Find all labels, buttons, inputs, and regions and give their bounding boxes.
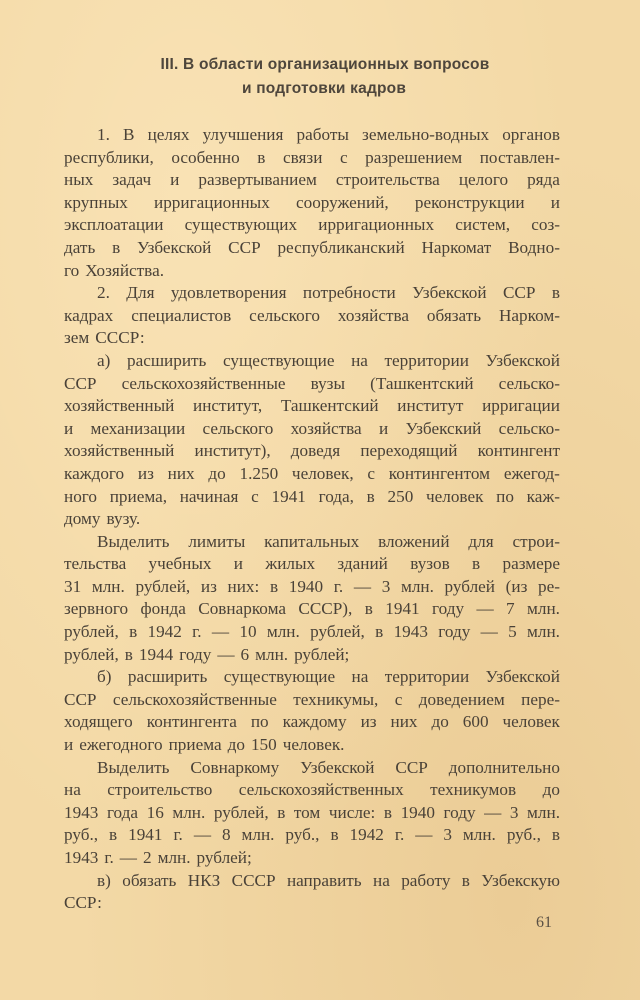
text-line: зем СССР: (64, 328, 145, 348)
text-line: в) обязать НКЗ СССР направить на работу в Узбекскую (97, 870, 560, 890)
text-line: тельства учебных и жилых зданий вузов в размере (64, 554, 560, 574)
text-line: крупных ирригационных сооружений, реконструкции и (64, 192, 560, 212)
text-line: го Хозяйства. (64, 260, 164, 280)
text-line: зервного фонда Совнаркома СССР), в 1941 году — 7 млн. (64, 599, 560, 619)
body-text (64, 124, 560, 915)
text-line: хозяйственный институт), доведя переходящий контингент (64, 441, 560, 461)
text-line: Выделить Совнаркому Узбекской ССР дополнительно (97, 757, 560, 777)
text-line: ССР: (64, 893, 102, 913)
section-heading-line-2: и подготовки кадров (241, 80, 407, 97)
text-line: республики, особенно в связи с разрешением поставлен- (64, 147, 560, 167)
text-line: ССР сельскохозяйственные техникумы, с доведением пере- (64, 689, 560, 709)
text-line: на строительство сельскохозяйственных техникумов до (64, 780, 560, 800)
text-line: ного приема, начиная с 1941 года, в 250 человек по каж- (64, 486, 560, 506)
text-line: руб., в 1941 г. — 8 млн. руб., в 1942 г. — 3 млн. руб., в (64, 825, 560, 845)
text-line: ССР сельскохозяйственные вузы (Ташкентский сельско- (64, 373, 560, 393)
text-line: 31 млн. рублей, из них: в 1940 г. — 3 млн. рублей (из ре- (64, 576, 560, 596)
text-line: и ежегодного приема до 150 человек. (64, 735, 345, 755)
text-line: кадрах специалистов сельского хозяйства обязать Нарком- (64, 305, 560, 325)
text-line: и механизации сельского хозяйства и Узбекский сельско- (64, 418, 560, 438)
text-line: 1943 г. — 2 млн. рублей; (64, 848, 252, 867)
text-line: дому вузу. (64, 509, 141, 529)
text-line: рублей, в 1942 г. — 10 млн. рублей, в 1943 году — 5 млн. (64, 622, 560, 642)
text-line: 1943 года 16 млн. рублей, в том числе: в 1940 году — 3 млн. (64, 802, 560, 822)
text-line: ходящего контингента по каждому из них до 600 человек (64, 712, 560, 732)
text-line: ных задач и развертыванием строительства целого ряда (64, 170, 560, 190)
text-line: хозяйственный институт, Ташкентский институт ирригации (64, 396, 560, 416)
text-line: 1. В целях улучшения работы земельно-водных органов (97, 125, 560, 144)
text-line: каждого из них до 1.250 человек, с контингентом ежегод- (64, 463, 560, 483)
page-number: 61 (536, 914, 552, 931)
text-line: 2. Для удовлетворения потребности Узбекской ССР в (97, 283, 560, 303)
text-line: эксплоатации существующих ирригационных систем, соз- (64, 215, 560, 235)
text-line: дать в Узбекской ССР республиканский Наркомат Водно- (64, 237, 560, 257)
text-line: рублей, в 1944 году — 6 млн. рублей; (64, 644, 350, 664)
section-heading (0, 53, 640, 101)
text-line: б) расширить существующие на территории Узбекской (97, 667, 560, 687)
section-heading-line-1: III. В области организационных вопросов (160, 56, 490, 73)
text-line: а) расширить существующие на территории Узбекской (97, 350, 560, 370)
text-line: Выделить лимиты капитальных вложений для строи- (97, 531, 560, 551)
